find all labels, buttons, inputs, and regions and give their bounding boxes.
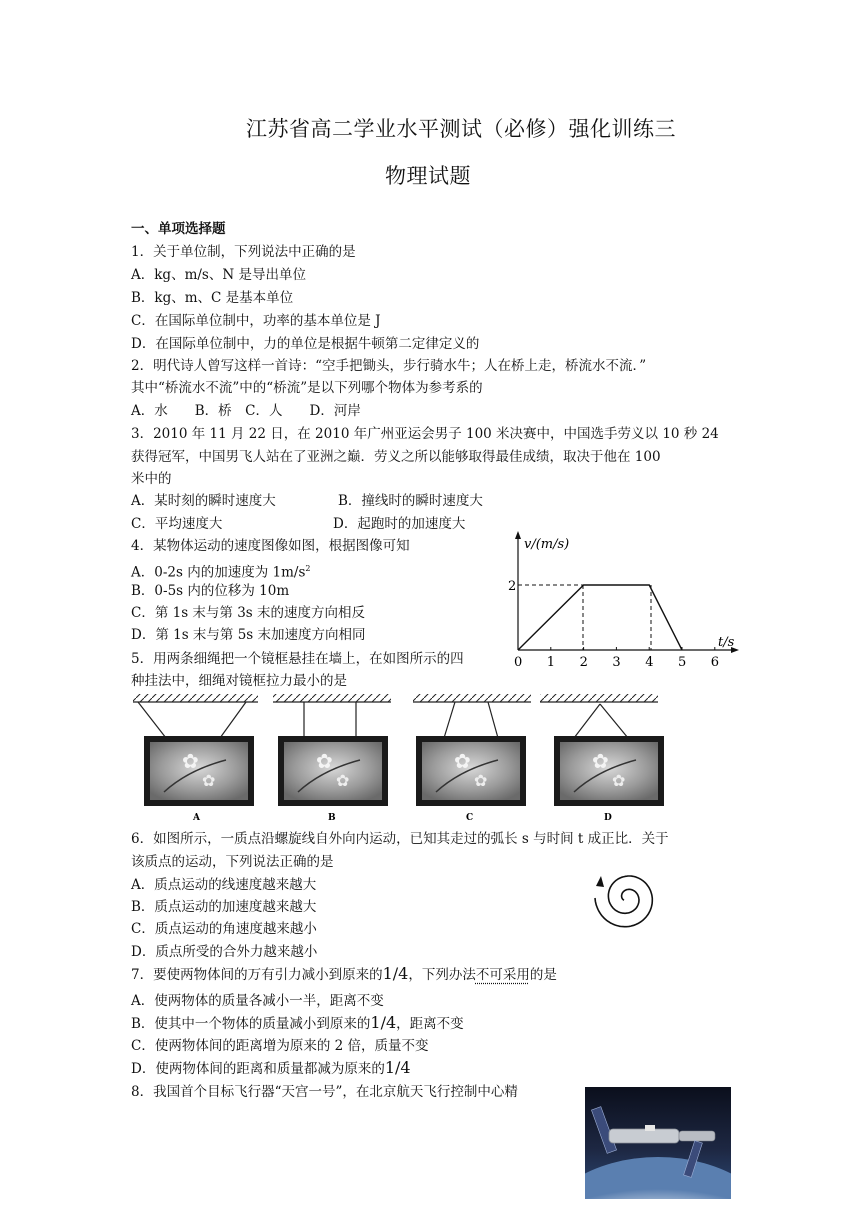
spiral-curve bbox=[595, 876, 652, 927]
svg-text:✿: ✿ bbox=[592, 749, 609, 773]
frame-label-b: B bbox=[328, 813, 336, 823]
q4-option-c: C．第 1s 末与第 3s 末的速度方向相反 bbox=[131, 605, 366, 621]
svg-text:✿: ✿ bbox=[202, 771, 216, 790]
q5-stem-line1: 5．用两条细绳把一个镜框悬挂在墙上，在如图所示的四 bbox=[131, 651, 464, 667]
q3-stem-line3: 米中的 bbox=[131, 471, 172, 487]
q3-option-a: A．某时刻的瞬时速度大 bbox=[131, 493, 276, 509]
svg-text:✿: ✿ bbox=[612, 771, 626, 790]
q4-option-b: B．0-5s 内的位移为 10m bbox=[131, 583, 290, 599]
y-tick-label: 2 bbox=[508, 579, 517, 594]
q7-stem-emphasis: 不可采用 bbox=[475, 967, 530, 983]
q4-stem: 4．某物体运动的速度图像如图，根据图像可知 bbox=[131, 538, 410, 554]
q7-stem-pre: 7．要使两物体间的万有引力减小到原来的 bbox=[131, 967, 383, 983]
q3-option-b: B．撞线时的瞬时速度大 bbox=[338, 493, 483, 509]
string-a-left bbox=[138, 702, 166, 738]
x-tick-1: 1 bbox=[546, 655, 556, 670]
frame-d bbox=[540, 694, 664, 806]
frame-label-d: D bbox=[604, 813, 612, 823]
q6-stem-line2: 该质点的运动，下列说法正确的是 bbox=[131, 854, 334, 870]
spiral-arrow bbox=[596, 876, 604, 887]
q7-option-b bbox=[131, 1012, 464, 1035]
x-tick-6: 6 bbox=[710, 655, 720, 670]
q2-stem-line2: 其中“桥流水不流”中的“桥流”是以下列哪个物体为参考系的 bbox=[131, 380, 483, 396]
q1-option-a: A．kg、m/s、N 是导出单位 bbox=[131, 267, 306, 283]
string-d-left bbox=[574, 704, 600, 738]
svg-text:✿: ✿ bbox=[182, 749, 199, 773]
q3-option-d: D．起跑时的加速度大 bbox=[333, 516, 466, 532]
x-tick-0: 0 bbox=[514, 655, 523, 670]
ceiling-c bbox=[413, 694, 531, 702]
frame-c bbox=[413, 694, 531, 806]
q7-option-b-fraction: 1/4 bbox=[370, 1013, 397, 1032]
string-c-left bbox=[444, 702, 455, 738]
frame-a bbox=[133, 694, 258, 806]
q1-option-b: B．kg、m、C 是基本单位 bbox=[131, 290, 294, 306]
q6-option-b: B．质点运动的加速度越来越大 bbox=[131, 899, 317, 915]
q4-option-d: D．第 1s 末与第 5s 末加速度方向相同 bbox=[131, 627, 366, 643]
q7-stem-fraction: 1/4 bbox=[382, 964, 409, 983]
q7-option-b-pre: B．使其中一个物体的质量减小到原来的 bbox=[131, 1016, 371, 1032]
q1-option-d: D．在国际单位制中，力的单位是根据牛顿第二定律定义的 bbox=[131, 336, 480, 352]
velocity-time-graph bbox=[500, 530, 750, 675]
svg-text:✿: ✿ bbox=[454, 749, 471, 773]
svg-text:✿: ✿ bbox=[316, 749, 333, 773]
ceiling-b bbox=[273, 694, 391, 702]
q2-stem-line1: 2．明代诗人曾写这样一首诗：“空手把锄头，步行骑水牛；人在桥上走，桥流水不流．” bbox=[131, 358, 647, 374]
svg-text:✿: ✿ bbox=[336, 771, 350, 790]
tiangong-spacecraft-image bbox=[585, 1087, 731, 1199]
frame-b bbox=[273, 694, 391, 806]
q6-option-d: D．质点所受的合外力越来越小 bbox=[131, 944, 318, 960]
string-c-right bbox=[488, 702, 498, 738]
x-tick-3: 3 bbox=[612, 655, 621, 670]
x-tick-2: 2 bbox=[579, 655, 588, 670]
q6-stem-line1: 6．如图所示，一质点沿螺旋线自外向内运动，已知其走过的弧长 s 与时间 t 成正比．关于 bbox=[131, 831, 669, 847]
series-line bbox=[518, 585, 682, 650]
q7-option-c: C．使两物体间的距离增为原来的 2 倍，质量不变 bbox=[131, 1038, 429, 1054]
q6-option-a: A．质点运动的线速度越来越大 bbox=[131, 877, 317, 893]
hanging-frames-figure bbox=[128, 690, 668, 825]
q4-option-a-sup: 2 bbox=[305, 564, 311, 573]
string-a-right bbox=[220, 702, 246, 738]
q7-option-d-fraction: 1/4 bbox=[384, 1058, 411, 1077]
q3-option-c: C．平均速度大 bbox=[131, 516, 223, 532]
frame-label-c: C bbox=[466, 813, 474, 823]
q5-stem-line2: 种挂法中，细绳对镜框拉力最小的是 bbox=[131, 673, 347, 689]
x-axis-label: t/s bbox=[718, 635, 735, 650]
ceiling-d bbox=[540, 694, 658, 702]
q8-stem: 8．我国首个目标飞行器“天宫一号”，在北京航天飞行控制中心精 bbox=[131, 1084, 518, 1100]
q3-stem-line2: 获得冠军，中国男飞人站在了亚洲之巅．劳义之所以能够取得最佳成绩，取决于他在 100 bbox=[131, 449, 661, 465]
q7-stem-post: 的是 bbox=[529, 967, 557, 983]
q7-option-a: A．使两物体的质量各减小一半，距离不变 bbox=[131, 993, 384, 1009]
y-axis-arrow bbox=[515, 531, 521, 539]
q6-option-c: C．质点运动的角速度越来越小 bbox=[131, 921, 317, 937]
spiral-path-figure bbox=[590, 856, 665, 936]
page-subtitle: 物理试题 bbox=[385, 164, 471, 188]
ceiling-a bbox=[133, 694, 258, 702]
q7-option-b-post: ，距离不变 bbox=[396, 1016, 464, 1032]
string-d-right bbox=[600, 704, 628, 738]
q7-stem bbox=[131, 963, 557, 986]
q1-stem: 1．关于单位制，下列说法中正确的是 bbox=[131, 244, 356, 260]
q7-stem-mid: ，下列办法 bbox=[408, 967, 476, 983]
q4-option-a-text: A．0-2s 内的加速度为 1m/s bbox=[131, 564, 306, 581]
section-heading: 一、单项选择题 bbox=[131, 221, 226, 237]
y-axis-label: v/(m/s) bbox=[524, 537, 570, 552]
q7-option-d-pre: D．使两物体间的距离和质量都减为原来的 bbox=[131, 1061, 385, 1077]
q2-options: A．水 B．桥 C．人 D．河岸 bbox=[131, 403, 361, 419]
svg-text:✿: ✿ bbox=[474, 771, 488, 790]
page-title: 江苏省高二学业水平测试（必修）强化训练三 bbox=[246, 117, 676, 141]
x-tick-5: 5 bbox=[678, 655, 687, 670]
q7-option-d bbox=[131, 1057, 411, 1080]
frame-label-a: A bbox=[193, 813, 200, 823]
q1-option-c: C．在国际单位制中，功率的基本单位是 J bbox=[131, 313, 381, 329]
q3-stem-line1: 3．2010 年 11 月 22 日，在 2010 年广州亚运会男子 100 米决赛中，中国选手劳义以 10 秒 24 bbox=[131, 426, 719, 442]
x-tick-4: 4 bbox=[645, 655, 654, 670]
